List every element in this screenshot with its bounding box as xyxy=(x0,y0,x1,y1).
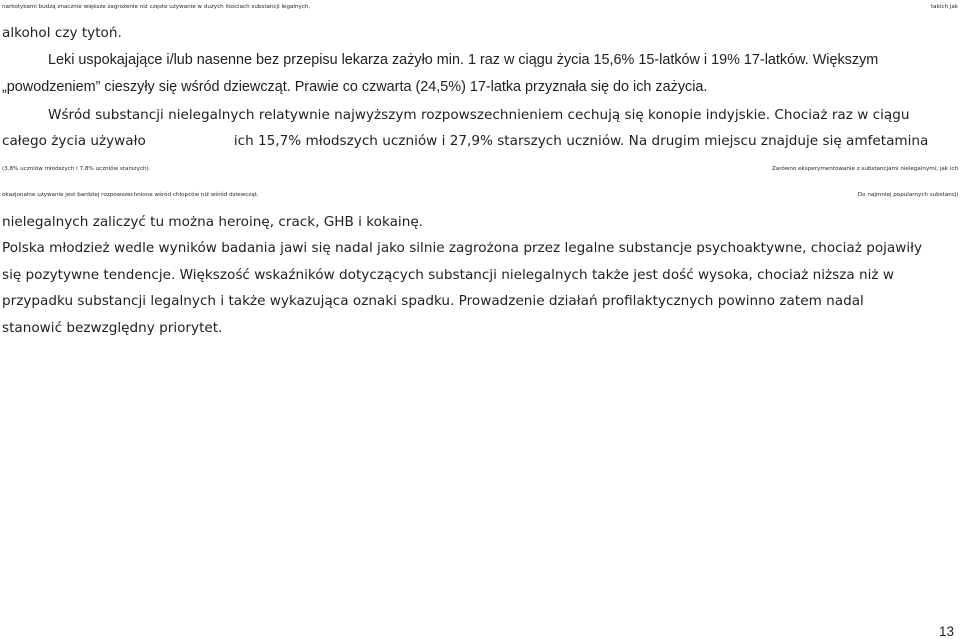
text-line-4: „powodzeniem” cieszyły się wśród dziewcząt. Prawie co czwarta (24,5%) 17-latka przyznała się do ich zażycia. xyxy=(2,79,708,95)
text-line-12: przypadku substancji legalnych i także wykazująca oznaki spadku. Prowadzenie działań profilaktycznych powinno zatem nadal xyxy=(2,293,864,309)
text-line-8-end: Do najmniej popularnych substancji xyxy=(857,192,958,198)
text-line-8-start: okazjonalne używanie jest bardziej rozpowszechnione wśród chłopców niż wśród dziewcząt. xyxy=(2,192,259,198)
text-line-6 xyxy=(2,132,928,150)
text-line-1 xyxy=(2,0,958,16)
text-line-7 xyxy=(2,160,958,178)
text-line-3: Leki uspokajające i/lub nasenne bez przepisu lekarza zażyło min. 1 raz w ciągu życia 15,6% 15-latków i 19% 17-latków. Większym xyxy=(48,52,879,68)
text-line-10: Polska młodzież wedle wyników badania jawi się nadal jako silnie zagrożona przez legalne substancje psychoaktywne, chociaż pojawiły xyxy=(2,240,923,256)
text-line-5: Wśród substancji nielegalnych relatywnie najwyższym rozpowszechnieniem cechują się konopie indyjskie. Chociaż raz w ciągu xyxy=(48,107,910,123)
text-line-1-main: narkotykami budzą znacznie większe zagrożenie niż częste używanie w dużych ilościach substancji legalnych, xyxy=(2,4,311,10)
text-line-11: się pozytywne tendencje. Większość wskaźników dotyczących substancji nielegalnych także jest dość wysoka, chociaż niższa niż w xyxy=(2,267,894,283)
text-line-13: stanowić bezwzględny priorytet. xyxy=(2,320,223,336)
text-line-6-start: całego życia używało xyxy=(2,133,146,149)
text-line-7-start: (3,8% uczniów młodszych i 7,8% uczniów starszych). xyxy=(2,166,151,172)
text-line-2: alkohol czy tytoń. xyxy=(2,25,122,41)
page-number: 13 xyxy=(938,624,954,639)
text-line-7-end: Zarówno eksperymentowanie z substancjami nielegalnymi, jak ich xyxy=(771,166,958,172)
text-line-6-rest: ich 15,7% młodszych uczniów i 27,9% starszych uczniów. Na drugim miejscu znajduje się amfetamina xyxy=(233,133,929,149)
text-line-8 xyxy=(2,186,958,204)
text-line-1-end: takich jak xyxy=(930,4,958,10)
text-line-9: nielegalnych zaliczyć tu można heroinę, crack, GHB i kokainę. xyxy=(2,214,424,230)
